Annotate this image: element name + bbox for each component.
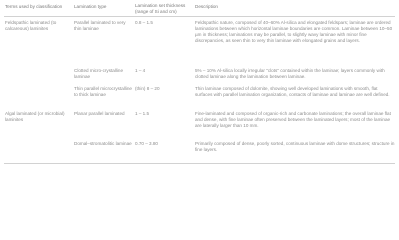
row-4-group: Algal laminated (or microbial) laminites (5, 111, 65, 122)
row-1-thickness: 0.8 – 1.5 (135, 20, 153, 25)
header-lamination-type: Lamination type (74, 4, 107, 9)
row-1-description: Feldspathic nature, composed of 40–60% Al-silica and elongated feldspars; laminae are ordered laminations between which horizontal laminae boundaries are common. Laminae between 10–50 µm in thickness; laminations may be parallel, to slightly wavy laminae with minor fine discrepancies, as seen thin to very thin laminae with elongated grains and layers. (195, 20, 393, 43)
row-5-type: Domal–stromatolitic laminae (74, 141, 132, 146)
row-3-description: Thin laminae composed of dolomite, showing well developed laminations with smooth, flat surfaces with parallel lamination organization, contacts of laminae and laminae are well defined. (195, 86, 390, 97)
row-5-thickness: 0.70 – 3.80 (135, 141, 158, 146)
bottom-rule (4, 163, 395, 164)
header-classification: Terms used by classification (5, 4, 63, 9)
row-3-thickness: (thin) 8 – 20 (135, 86, 160, 91)
header-rule (4, 16, 395, 17)
row-2-description: 5% – 10% Al-silica locally irregular "clots" contained within the laminae; layers commonly with clotted laminae along the lamination between laminae. (195, 68, 385, 79)
row-5-description: Primarily composed of dense, poorly sorted, continuous laminae with dome structures; structure in fine layers. (195, 141, 395, 152)
row-4-thickness: 1 – 1.5 (135, 111, 150, 116)
row-2-thickness: 1 – 4 (135, 68, 146, 73)
row-3-type: Thin parallel microcrystalline to thick laminae (74, 86, 132, 97)
row-4-type: Planar parallel laminated (74, 111, 125, 116)
header-description: Description (195, 4, 218, 9)
row-2-type: Clotted micro-crystalline laminae (74, 68, 124, 79)
row-1-group: Feldspathic laminated (to calcareous) laminites (5, 20, 57, 31)
header-thickness: Lamination set thickness (range of Si and cm) (135, 3, 186, 14)
row-1-type: Parallel laminated to very thin laminae (74, 20, 126, 31)
row-4-description: Fine-laminated and composed of organic-rich and carbonate laminations; the overall laminae flat and dense, with fine laminae often preserved between the laminated layers; most of the laminae are laterally larger than 10 mm. (195, 111, 391, 128)
